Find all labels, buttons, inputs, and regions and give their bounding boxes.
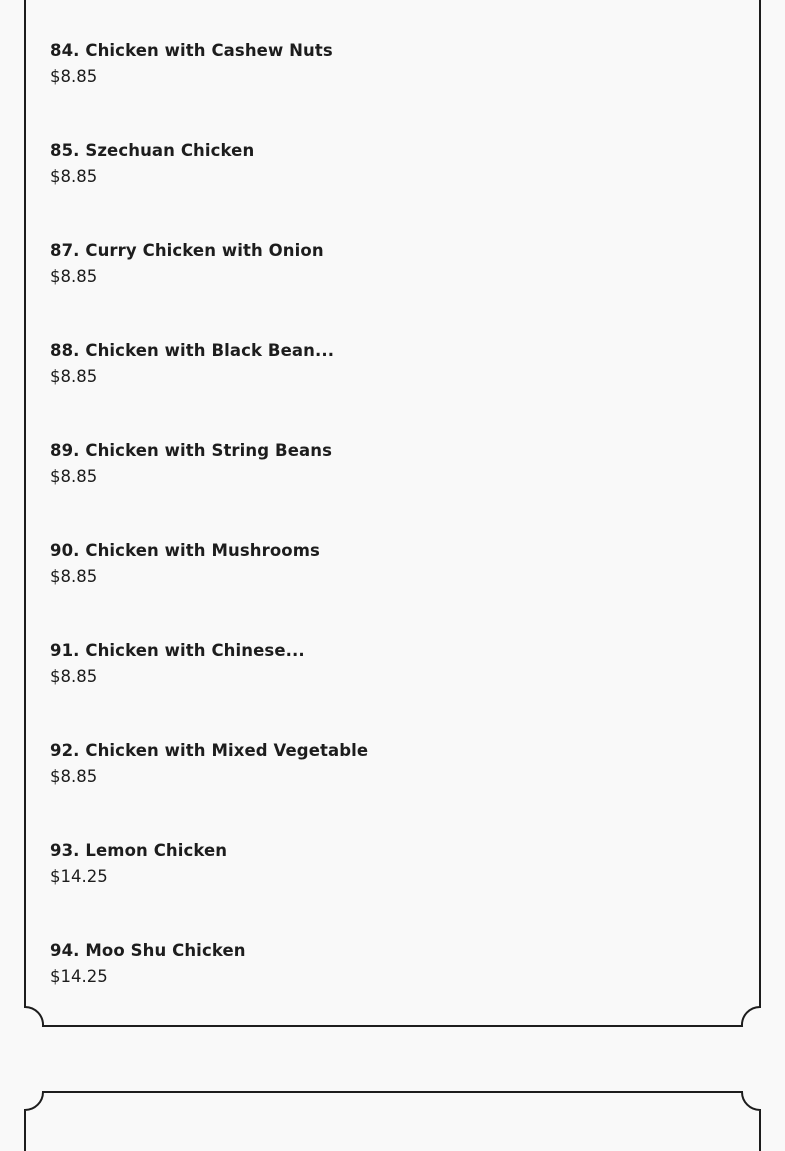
menu-item[interactable] bbox=[50, 229, 730, 329]
menu-item-name: 91. Chicken with Chinese... bbox=[50, 641, 305, 660]
menu-item-price: $8.85 bbox=[50, 67, 98, 86]
menu-item[interactable] bbox=[50, 329, 730, 429]
menu-item-price: $8.85 bbox=[50, 567, 98, 586]
menu-item[interactable] bbox=[50, 729, 730, 829]
menu-item-price: $8.85 bbox=[50, 467, 98, 486]
menu-item-price: $14.25 bbox=[50, 967, 108, 986]
menu-item-name: 92. Chicken with Mixed Vegetable bbox=[50, 741, 369, 760]
menu-item-name: 90. Chicken with Mushrooms bbox=[50, 541, 320, 560]
menu-section-panel bbox=[24, 0, 761, 1027]
menu-item-price: $8.85 bbox=[50, 367, 98, 386]
menu-item-list bbox=[50, 29, 730, 1029]
menu-item-price: $8.85 bbox=[50, 667, 98, 686]
menu-item[interactable] bbox=[50, 29, 730, 129]
menu-item[interactable] bbox=[50, 429, 730, 529]
menu-item-name: 85. Szechuan Chicken bbox=[50, 141, 255, 160]
menu-item[interactable] bbox=[50, 529, 730, 629]
menu-item-price: $8.85 bbox=[50, 767, 98, 786]
menu-item-price: $14.25 bbox=[50, 867, 108, 886]
menu-item[interactable] bbox=[50, 929, 730, 1029]
menu-item-name: 87. Curry Chicken with Onion bbox=[50, 241, 324, 260]
panel-border-decoration bbox=[24, 1091, 761, 1151]
menu-item[interactable] bbox=[50, 829, 730, 929]
menu-item[interactable] bbox=[50, 129, 730, 229]
menu-item-price: $8.85 bbox=[50, 167, 98, 186]
menu-item-name: 93. Lemon Chicken bbox=[50, 841, 228, 860]
menu-item-price: $8.85 bbox=[50, 267, 98, 286]
menu-item-name: 88. Chicken with Black Bean... bbox=[50, 341, 335, 360]
menu-item-name: 94. Moo Shu Chicken bbox=[50, 941, 246, 960]
menu-item[interactable] bbox=[50, 629, 730, 729]
next-menu-section-panel bbox=[24, 1091, 761, 1151]
menu-item-name: 89. Chicken with String Beans bbox=[50, 441, 332, 460]
menu-item-name: 84. Chicken with Cashew Nuts bbox=[50, 41, 333, 60]
